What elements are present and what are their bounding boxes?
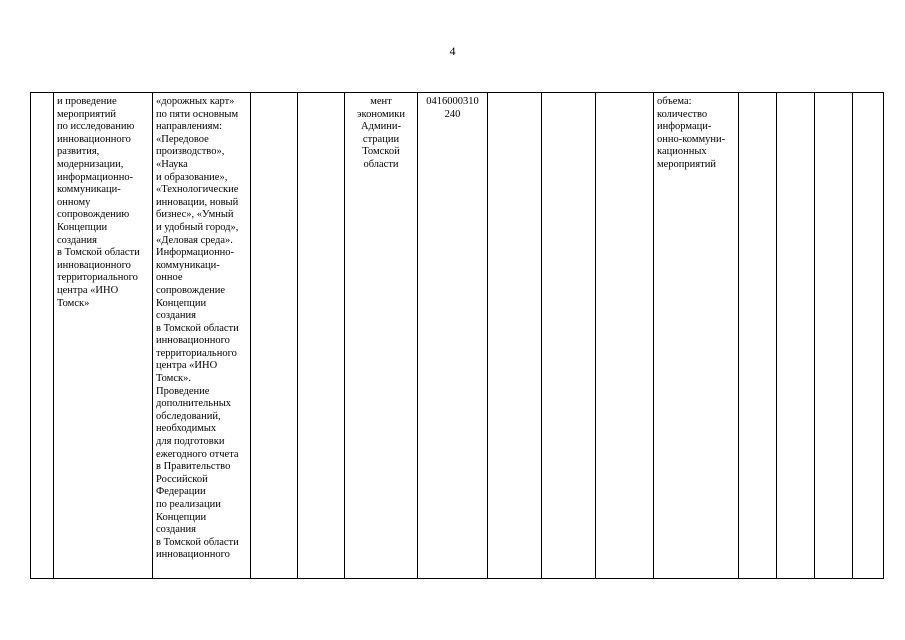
table-cell-event-content: «дорожных карт» по пяти основным направлениям: «Передовое производство», «Наука и образование», «Технологические инновации, новый бизнес», «Умный и удобный город», «Деловая среда». Информационно- коммуникаци- онное сопровождение Концепции создания в Томской области инновационного территориального центра «ИНО Томск». Проведение дополнительных обследований, необходимых для подготовки ежегодного отчета в Правительство Российской Федерации по реализации Концепции создания в Томской области инновационного (153, 93, 251, 579)
page-number: 4 (449, 44, 456, 58)
table-cell-budget-code: 0416000310 240 (418, 93, 488, 579)
document-table (30, 92, 884, 579)
table-cell-empty (853, 93, 884, 579)
table-cell-indicator: объема: количество информаци- онно-коммуни- кационных мероприятий (654, 93, 739, 579)
table-cell-empty (298, 93, 345, 579)
table-cell-empty (542, 93, 596, 579)
table-cell-empty (777, 93, 815, 579)
table-cell-empty (251, 93, 298, 579)
table-cell-executor: мент экономики Админи- страции Томской области (345, 93, 418, 579)
table-cell-number (31, 93, 54, 579)
table-cell-empty (815, 93, 853, 579)
table-cell-empty (488, 93, 542, 579)
table-cell-empty (596, 93, 654, 579)
table-cell-event-name: и проведение мероприятий по исследованию инновационного развития, модернизации, информационно- коммуникаци- онному сопровождению Концепции создания в Томской области инновационного территориального центра «ИНО Томск» (54, 93, 153, 579)
table-cell-empty (739, 93, 777, 579)
table-row (31, 93, 884, 579)
